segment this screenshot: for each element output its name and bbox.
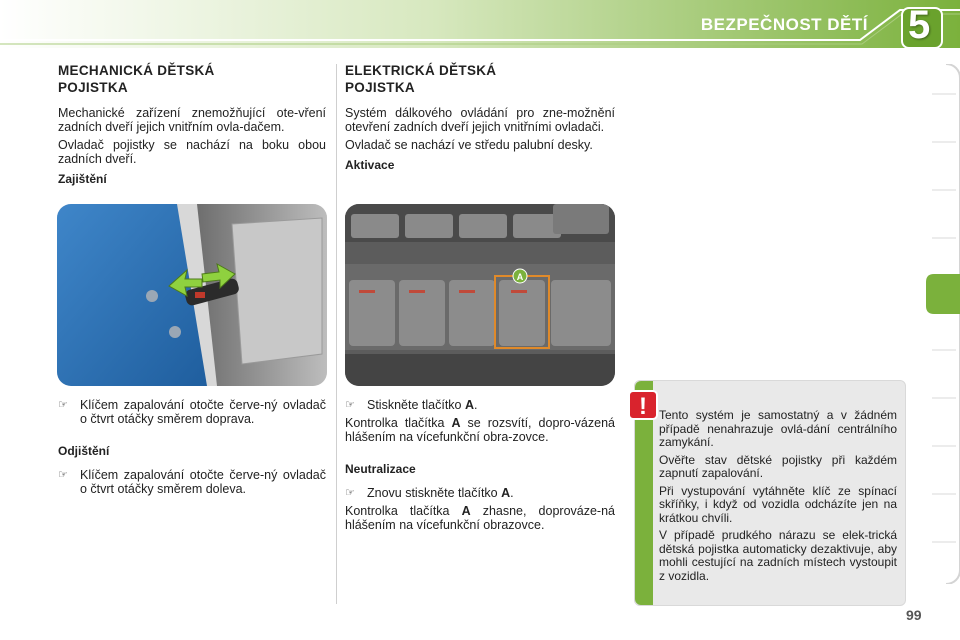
electric-intro: Systém dálkového ovládání pro zne-možnění otevření zadních dveří jejich vnitřními ovladači.	[345, 106, 615, 134]
arrow-bullet-icon: ☞	[58, 469, 68, 481]
activate-instructions	[345, 398, 615, 536]
activate-para-prefix: Kontrolka tlačítka	[345, 416, 452, 430]
mechanical-heading-line2: POJISTKA	[58, 80, 128, 95]
activate-para-suffix: se rozsvítí, dopro-vázená hlášením na vícefunkční obra-zovce.	[345, 416, 615, 444]
neutral-para-prefix: Kontrolka tlačítka	[345, 504, 462, 518]
activate-para-key: A	[451, 416, 461, 430]
warning-exclamation-icon	[628, 390, 658, 420]
electric-lock-section	[345, 62, 615, 182]
mechanical-intro: Mechanické zařízení znemožňující ote-vření zadních dveří jejich vnitřním ovla-dačem.	[58, 106, 326, 134]
mechanical-heading	[58, 62, 326, 96]
activate-bullet-key: A	[464, 398, 474, 412]
lock-instructions	[58, 398, 326, 500]
neutral-indicator-text	[345, 504, 615, 532]
neutral-bullet-prefix: Znovu stiskněte tlačítko	[367, 486, 502, 500]
chapter-title: BEZPEČNOST DĚTÍ	[700, 15, 868, 34]
warning-paragraph-1: Tento systém je samostatný a v žádném případě nenahrazuje ovlá-dání centrálního zamykání.	[659, 408, 897, 449]
lock-bullet	[58, 398, 326, 426]
dashboard-switches-photo	[345, 204, 615, 386]
chapter-side-tabs	[926, 64, 960, 584]
activate-subheading: Aktivace	[345, 158, 395, 172]
page-number: 99	[906, 607, 922, 623]
neutral-bullet-text	[367, 486, 615, 500]
button-a-callout-label: A	[516, 272, 524, 282]
neutral-bullet	[345, 486, 615, 500]
warning-icon-symbol: !	[639, 393, 647, 420]
neutral-para-suffix: zhasne, doprováze-ná hlášením na vícefunkční obrazovce.	[345, 504, 615, 532]
activate-bullet-text	[367, 398, 615, 412]
mechanical-location: Ovladač pojistky se nachází na boku obou zadních dveří.	[58, 138, 326, 166]
lock-bullet-text: Klíčem zapalování otočte červe-ný ovladač o čtvrt otáčky směrem doprava.	[80, 398, 326, 426]
neutral-para-key: A	[461, 504, 471, 518]
chapter-number: 5	[908, 3, 931, 47]
rear-door-photo	[57, 204, 327, 386]
lock-subheading: Zajištění	[58, 172, 107, 186]
unlock-bullet	[58, 468, 326, 496]
arrow-bullet-icon: ☞	[345, 487, 355, 499]
warning-paragraph-2: Ověřte stav dětské pojistky při každém zapnutí zapalování.	[659, 452, 897, 480]
unlock-subheading: Odjištění	[58, 444, 110, 458]
warning-paragraph-4: V případě prudkého nárazu se elek-trická dětská pojistka automaticky dezaktivuje, aby mohli cestující na zadních místech vystoupit z vozidla.	[659, 528, 897, 583]
activate-bullet-suffix: .	[474, 398, 478, 412]
page-header	[0, 0, 960, 52]
electric-heading-line1: ELEKTRICKÁ DĚTSKÁ	[345, 63, 497, 78]
column-divider	[336, 64, 337, 604]
arrow-bullet-icon: ☞	[58, 399, 68, 411]
warning-paragraph-3: Při vystupování vytáhněte klíč ze spínací skříňky, i když od vozidla odcházíte jen na krátkou chvíli.	[659, 483, 897, 525]
unlock-bullet-text: Klíčem zapalování otočte červe-ný ovladač o čtvrt otáčky směrem doleva.	[80, 468, 326, 496]
activate-bullet-prefix: Stiskněte tlačítko	[367, 398, 465, 412]
electric-heading	[345, 62, 615, 96]
warning-text	[659, 409, 897, 587]
neutral-subheading: Neutralizace	[345, 462, 416, 476]
neutral-bullet-suffix: .	[510, 486, 514, 500]
mechanical-lock-section	[58, 62, 326, 196]
mechanical-heading-line1: MECHANICKÁ DĚTSKÁ	[58, 63, 215, 78]
electric-heading-line2: POJISTKA	[345, 80, 415, 95]
activate-indicator-text	[345, 416, 615, 444]
electric-location: Ovladač se nachází ve středu palubní desky.	[345, 138, 593, 152]
activate-bullet	[345, 398, 615, 412]
warning-box	[634, 380, 906, 606]
arrow-bullet-icon: ☞	[345, 399, 355, 411]
neutral-bullet-key: A	[501, 486, 511, 500]
